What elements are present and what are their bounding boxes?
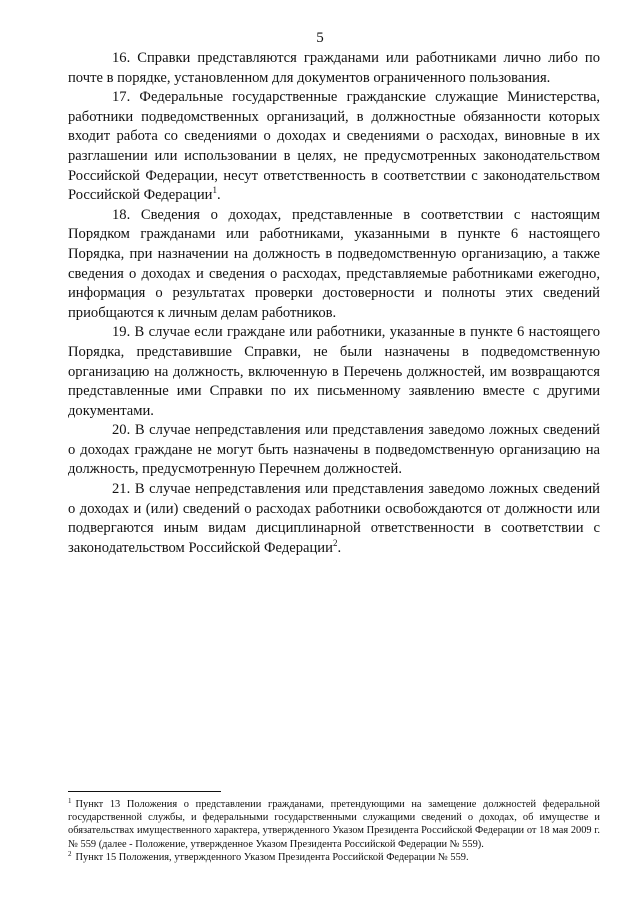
paragraph-21 (68, 480, 600, 558)
footnote-reference: 2 (332, 537, 338, 548)
footnote-mark: 2 (68, 849, 72, 858)
paragraph-19 (68, 323, 600, 421)
footnote-separator (68, 791, 221, 792)
footnote-text: Пункт 13 Положения о представлении гражданами, претендующими на замещение должностей федеральной государственной службы, и федеральными государственными служащими сведений о доходах, об имуществе и обязательствах имущественного характера, утвержденного Указом Президента Российской Федерации от 18 мая 2009 г. № 559 (далее - Положение, утвержденное Указом Президента Российской Федерации № 559). (68, 799, 600, 850)
paragraph-16 (68, 49, 600, 88)
paragraph-text: 20. В случае непредставления или представления заведомо ложных сведений о доходах граждане не могут быть назначены в подведомственную организацию на должность, предусмотренную Перечнем должностей. (68, 422, 600, 478)
paragraph-17 (68, 88, 600, 206)
footnotes (68, 798, 600, 864)
page-number: 5 (316, 30, 324, 46)
paragraph-end-punctuation: . (217, 187, 221, 204)
footnote-1 (68, 798, 600, 851)
paragraph-18 (68, 206, 600, 324)
document-body (68, 49, 600, 558)
paragraph-text: 18. Сведения о доходах, представленные в соответствии с настоящим Порядком гражданами или работниками, указанными в пункте 6 настоящего Порядка, при назначении на должность в подведомственную организацию, а также сведения о доходах и сведения о расходах, представляемые работниками ежегодно, информация о результатах проверки достоверности и полноты этих сведений приобщаются к личным делам работников. (68, 206, 600, 321)
paragraph-end-punctuation: . (337, 539, 342, 556)
paragraph-text: 21. В случае непредставления или представления заведомо ложных сведений о доходах и (или) сведений о расходах работники освобождаются от должности или подвергаются иным видам дисциплинарной ответственности в соответствии с законодательством Российской Федерации (68, 481, 600, 556)
footnote-reference: 1 (212, 185, 217, 196)
footnote-2 (68, 851, 600, 864)
footnote-text: Пункт 15 Положения, утвержденного Указом Президента Российской Федерации № 559. (75, 851, 469, 863)
paragraph-20 (68, 421, 600, 480)
paragraph-text: 16. Справки представляются гражданами или работниками лично либо по почте в порядке, установленном для документов ограниченного пользования. (68, 50, 600, 86)
footnote-mark: 1 (68, 797, 72, 805)
paragraph-text: 17. Федеральные государственные гражданские служащие Министерства, работники подведомственных организаций, в должностные обязанности которых входит работа со сведениями о доходах и сведениями о расходах, виновные в их разглашении или использовании в целях, не предусмотренных законодательством Российской Федерации, несут ответственность в соответствии с законодательством Российской Федерации (68, 89, 600, 204)
paragraph-text: 19. В случае если граждане или работники, указанные в пункте 6 настоящего Порядка, представившие Справки, не были назначены в подведомственную организацию на должность, включенную в Перечень должностей, им возвращаются представленные ими Справки по их письменному заявлению вместе с другими документами. (68, 324, 600, 419)
